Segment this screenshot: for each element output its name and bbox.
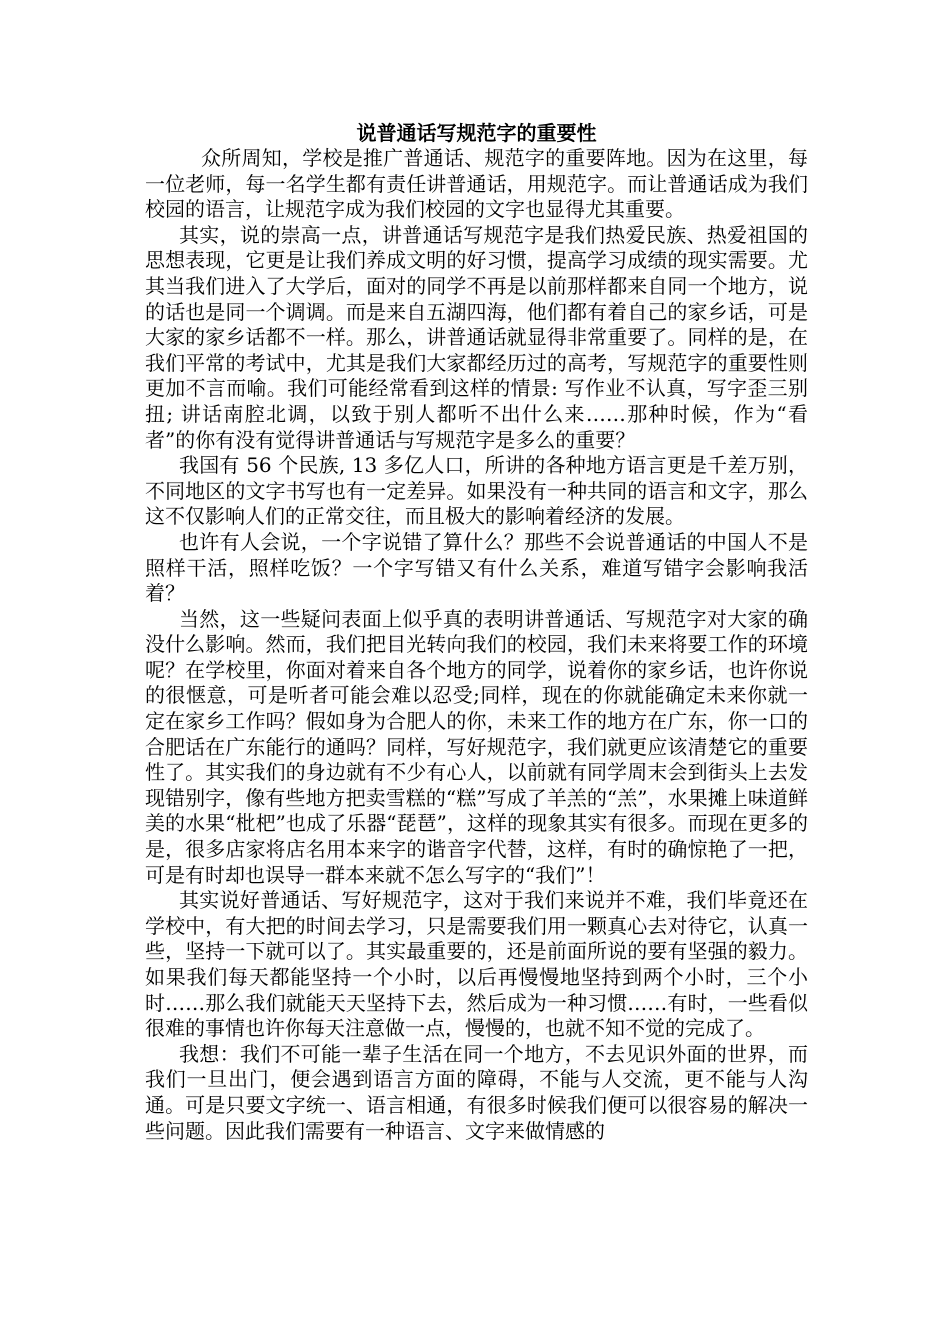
paragraph-intro: 众所周知，学校是推广普通话、规范字的重要阵地。因为在这里，每一位老师，每一名学生都有责任讲普通话，用规范字。而让普通话成为我们校园的语言，让规范字成为我们校园的文字也显得尤其重要。 [145,146,808,222]
paragraph: 我想：我们不可能一辈子生活在同一个地方，不去见识外面的世界，而我们一旦出门，便会遇到语言方面的障碍，不能与人交流，更不能与人沟通。可是只要文字统一、语言相通，有很多时候我们便可以很容易的解决一些问题。因此我们需要有一种语言、文字来做情感的 [145,1041,808,1143]
document-body [145,120,808,1144]
paragraph: 当然，这一些疑问表面上似乎真的表明讲普通话、写规范字对大家的确没什么影响。然而，我们把目光转向我们的校园，我们未来将要工作的环境呢？在学校里，你面对着来自各个地方的同学，说着你的家乡话，也许你说的很惬意，可是听者可能会难以忍受;同样，现在的你就能确定未来你就一定在家乡工作吗？假如身为合肥人的你，未来工作的地方在广东，你一口的合肥话在广东能行的通吗？同样，写好规范字，我们就更应该清楚它的重要性了。其实我们的身边就有不少有心人，以前就有同学周末会到街头上去发现错别字，像有些地方把卖雪糕的“糕”写成了羊羔的“羔”，水果摊上味道鲜美的水果“枇杷”也成了乐器“琵琶”，这样的现象其实有很多。而现在更多的是，很多店家将店名用本来字的谐音字代替，这样，有时的确惊艳了一把，可是有时却也误导一群本来就不怎么写字的“我们”！ [145,606,808,887]
paragraph: 其实说好普通话、写好规范字，这对于我们来说并不难，我们毕竟还在学校中，有大把的时间去学习，只是需要我们用一颗真心去对待它，认真一些，坚持一下就可以了。其实最重要的，还是前面所说的要有坚强的毅力。如果我们每天都能坚持一个小时，以后再慢慢地坚持到两个小时，三个小时……那么我们就能天天坚持下去，然后成为一种习惯……有时，一些看似很难的事情也许你每天注意做一点，慢慢的，也就不知不觉的完成了。 [145,888,808,1041]
paragraph: 也许有人会说，一个字说错了算什么？那些不会说普通话的中国人不是照样干活，照样吃饭？一个字写错又有什么关系，难道写错字会影响我活着？ [145,529,808,606]
paragraph: 其实，说的崇高一点，讲普通话写规范字是我们热爱民族、热爱祖国的思想表现，它更是让我们养成文明的好习惯，提高学习成绩的现实需要。尤其当我们进入了大学后，面对的同学不再是以前那样都来自同一个地方，说的话也是同一个调调。而是来自五湖四海，他们都有着自己的家乡话，可是大家的家乡话都不一样。那么，讲普通话就显得非常重要了。同样的是，在我们平常的考试中，尤其是我们大家都经历过的高考，写规范字的重要性则更加不言而喻。我们可能经常看到这样的情景: 写作业不认真，写字歪三别扭; 讲话南腔北调，以致于别人都听不出什么来……那种时候，作为“看者”的你有没有觉得讲普通话与写规范字是多么的重要？ [145,222,808,452]
document-title: 说普通话写规范字的重要性 [356,121,597,145]
paragraph: 我国有 56 个民族, 13 多亿人口，所讲的各种地方语言更是千差万别，不同地区的文字书写也有一定差异。如果没有一种共同的语言和文字，那么这不仅影响人们的正常交往，而且极大的影响着经济的发展。 [145,453,808,529]
